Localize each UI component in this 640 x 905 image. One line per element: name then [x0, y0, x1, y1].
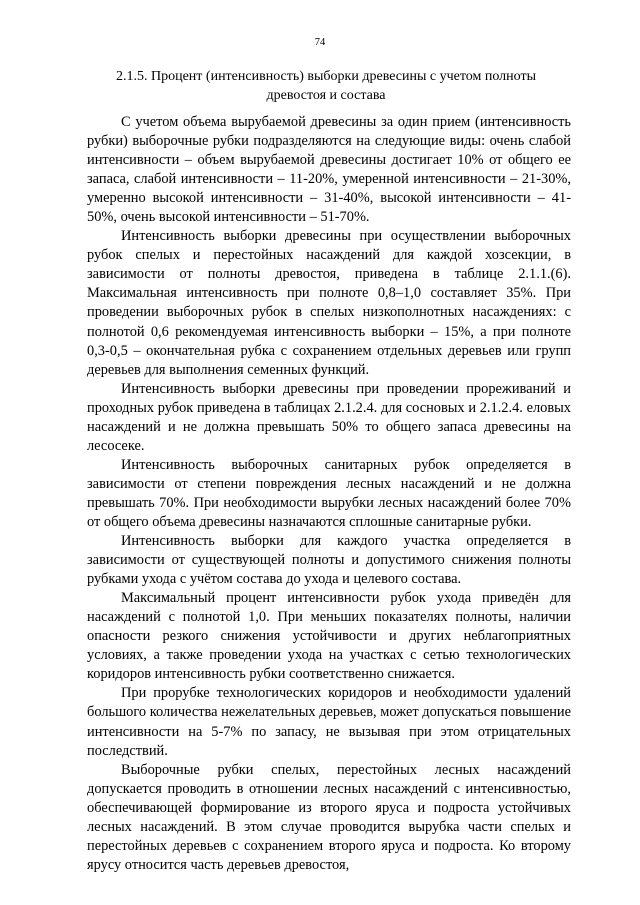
paragraph: Максимальный процент интенсивности рубок ухода приведён для насаждений с полнотой 1,0. При меньших показателях полноты, наличии опасности резкого снижения устойчивости и других неблагоприятных условиях, а также проведении ухода на участках с сетью технологических коридоров интенсивность рубки соответственно снижается. — [87, 590, 571, 683]
paragraph: Выборочные рубки спелых, перестойных лесных насаждений допускается проводить в отношении лесных насаждений с интенсивностью, обеспечивающей формирование из второго яруса и подроста устойчивых лесных насаждений. В этом случае проводится вырубка части спелых и перестойных деревьев с сохранением второго яруса и подроста. Ко второму ярусу относится часть деревьев древостоя, — [87, 761, 571, 873]
body-text — [87, 113, 571, 875]
paragraph: С учетом объема вырубаемой древесины за один прием (интенсивность рубки) выборочные рубки подразделяются на следующие виды: очень слабой интенсивности – объем вырубаемой древесины достигает 10% от общего ее запаса, слабой интенсивности – 11-20%, умеренной интенсивности – 21-30%, умеренно высокой интенсивности – 31-40%, высокой интенсивности – 41-50%, очень высокой интенсивности – 51-70%. — [87, 114, 571, 226]
page-number: 74 — [314, 37, 326, 48]
paragraph: При прорубке технологических коридоров и необходимости удалений большого количества нежелательных деревьев, может допускаться повышение интенсивности на 5-7% по запасу, не вызывая при этом отрицательных последствий. — [87, 685, 571, 759]
paragraph: Интенсивность выборки для каждого участка определяется в зависимости от существующей полноты и допустимого снижения полноты рубками ухода с учётом состава до ухода и целевого состава. — [87, 533, 571, 588]
paragraph: Интенсивность выборки древесины при проведении прореживаний и проходных рубок приведена в таблицах 2.1.2.4. для сосновых и 2.1.2.4. еловых насаждений и не должна превышать 50% то общего запаса древесины на лесосеке. — [87, 380, 571, 454]
section-heading — [86, 68, 566, 105]
section-heading-line-1: 2.1.5. Процент (интенсивность) выборки древесины с учетом полноты — [115, 69, 537, 84]
paragraph: Интенсивность выборки древесины при осуществлении выборочных рубок спелых и перестойных насаждений для каждой хозсекции, в зависимости от полноты древостоя, приведена в таблице 2.1.1.(6). Максимальная интенсивность при полноте 0,8–1,0 составляет 35%. При проведении выборочных рубок в спелых низкополнотных насаждениях: с полнотой 0,6 рекомендуемая интенсивность выборки – 15%, а при полноте 0,3-0,5 – окончательная рубка с сохранением отдельных деревьев или групп деревьев для выполнения семенных функций. — [87, 228, 571, 378]
paragraph: Интенсивность выборочных санитарных рубок определяется в зависимости от степени повреждения лесных насаждений и не должна превышать 70%. При необходимости вырубки лесных насаждений более 70% от общего объема древесины назначаются сплошные санитарные рубки. — [87, 456, 571, 530]
section-heading-line-2: древостоя и состава — [266, 87, 386, 103]
